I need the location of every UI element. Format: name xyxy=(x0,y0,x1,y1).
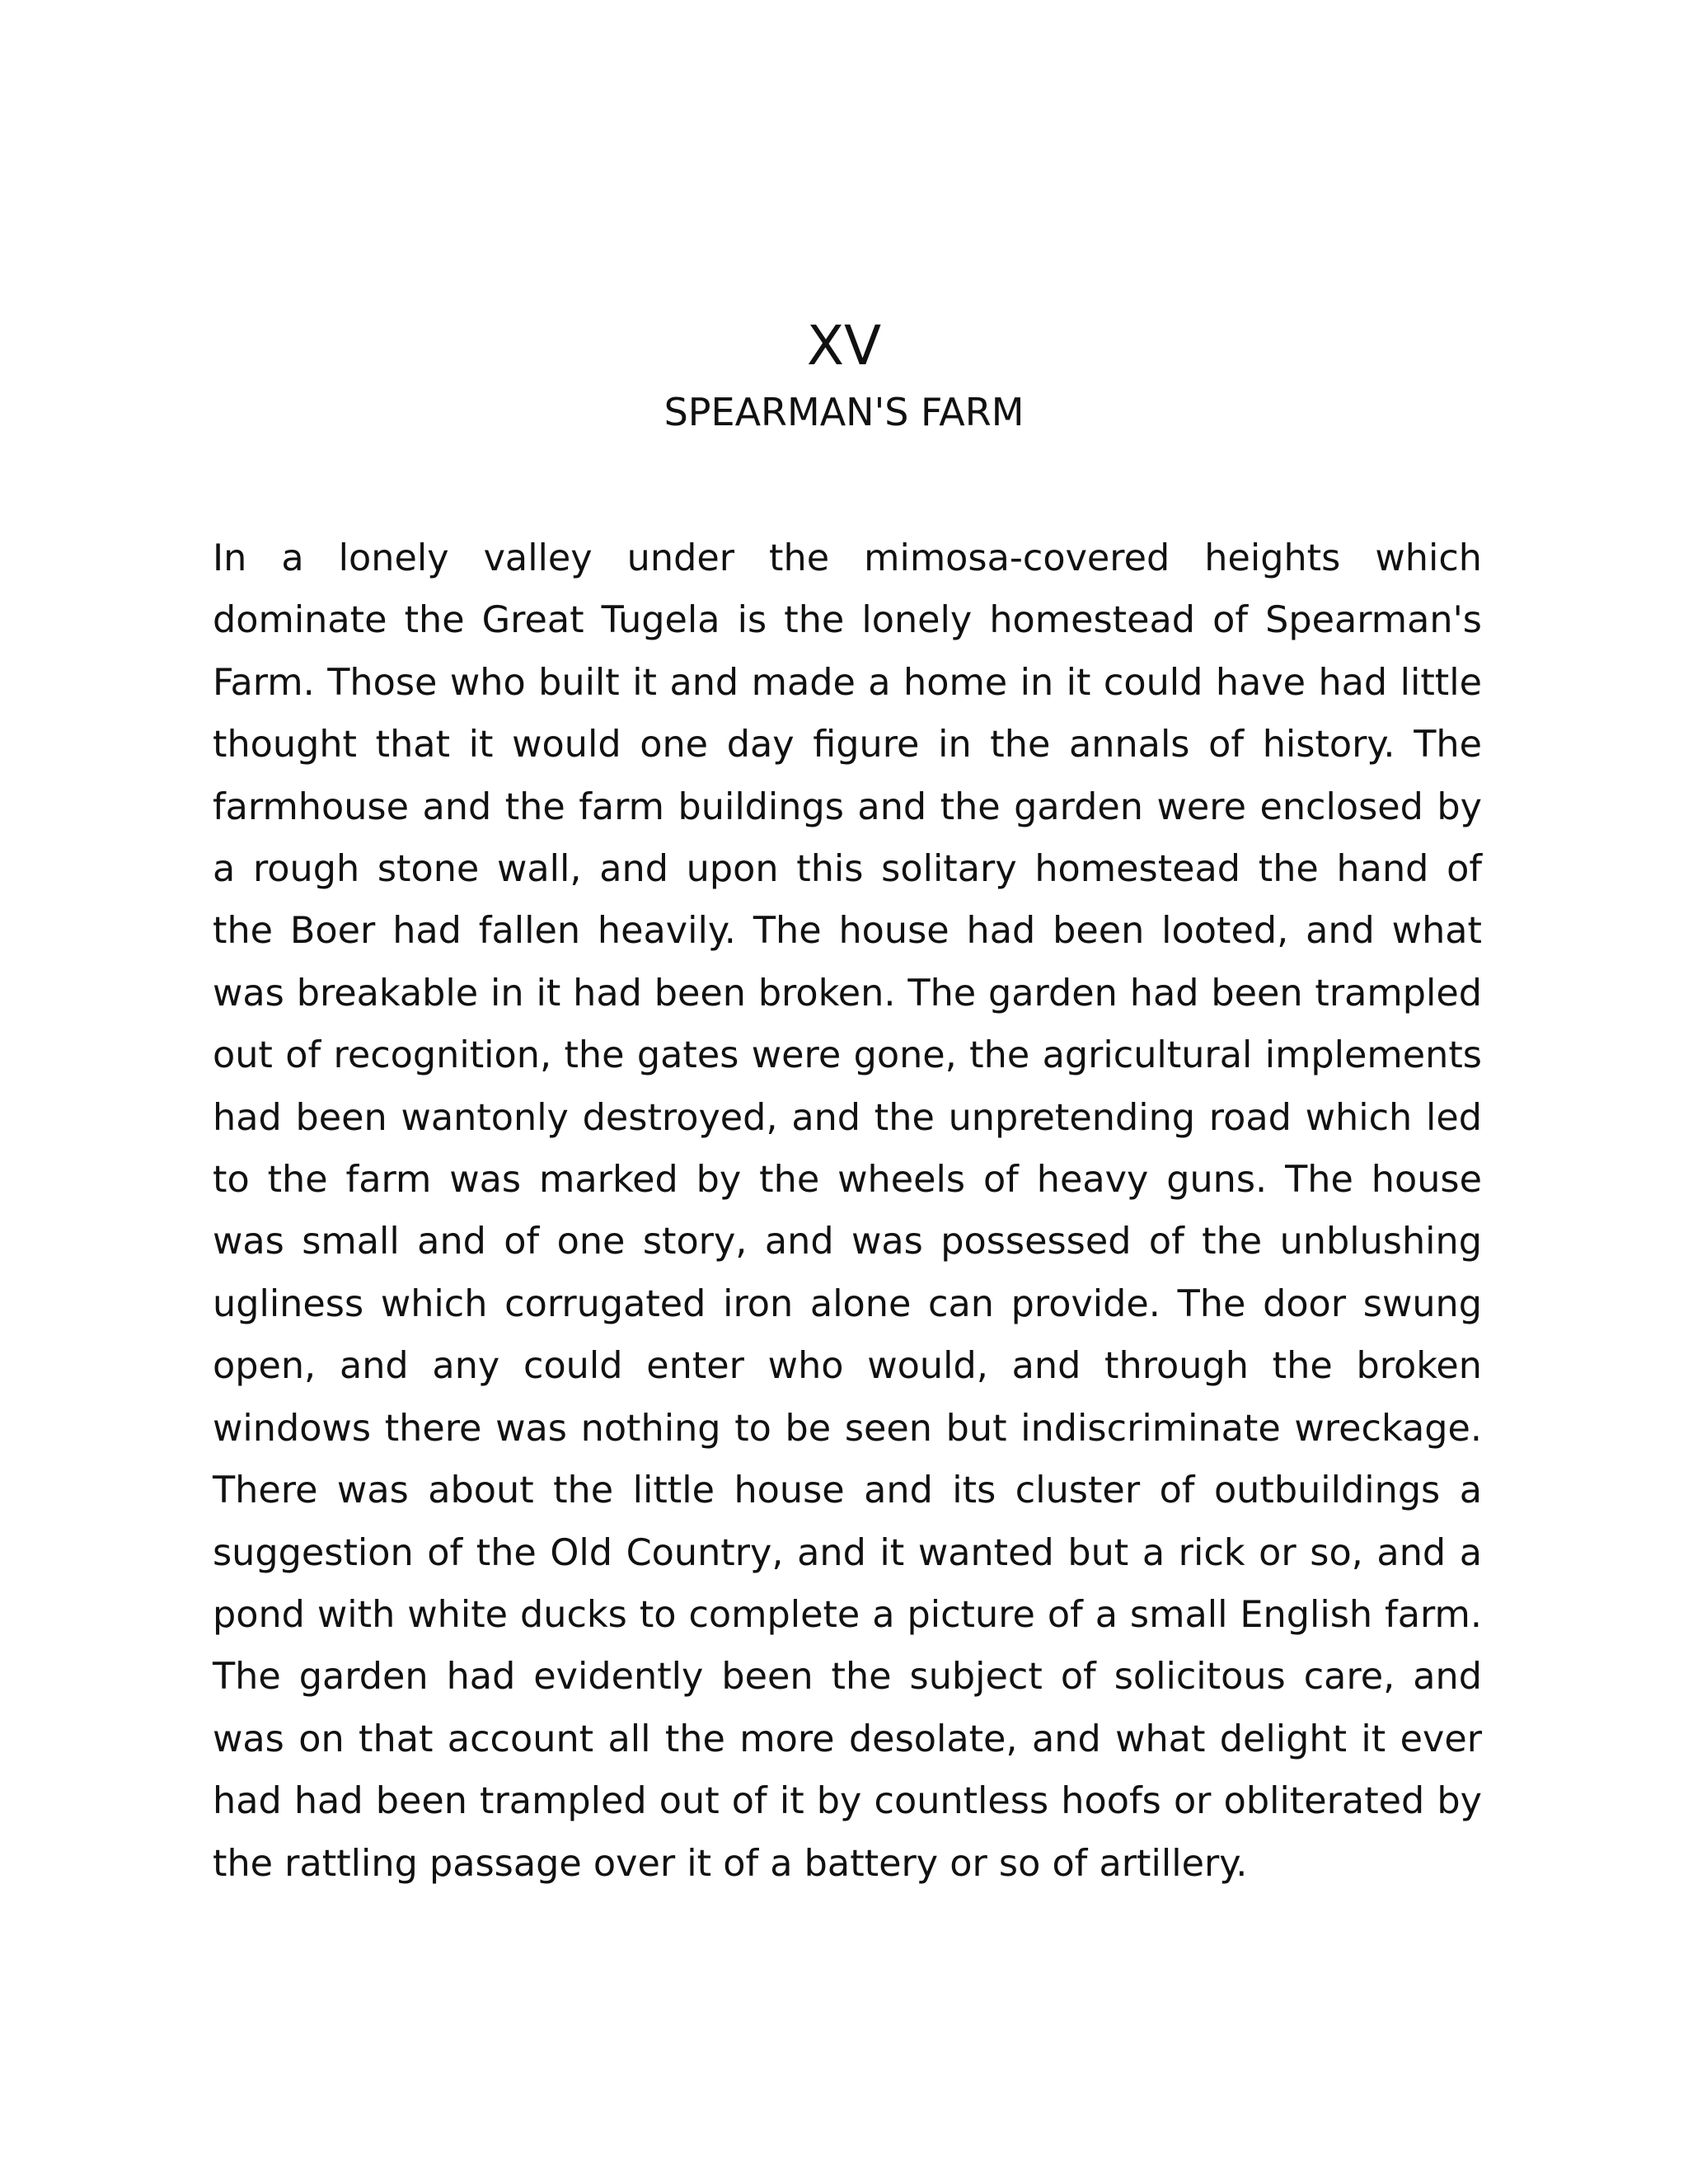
chapter-number: XV xyxy=(806,314,882,377)
body-paragraph: In a lonely valley under the mimosa-covered heights which dominate the Great Tugela is the lonely homestead of Spearman's Farm. Those who built it and made a home in it could have had little thought that it would one day figure in the annals of history. The farmhouse and the farm buildings and the garden were enclosed by a rough stone wall, and upon this solitary homestead the hand of the Boer had fallen heavily. The house had been looted, and what was breakable in it had been broken. The garden had been trampled out of recognition, the gates were gone, the agricultural implements had been wantonly destroyed, and the unpretending road which led to the farm was marked by the wheels of heavy guns. The house was small and of one story, and was possessed of the unblushing ugliness which corrugated iron alone can provide. The door swung open, and any could enter who would, and through the broken windows there was nothing to be seen but indiscriminate wreckage. There was about the little house and its cluster of outbuildings a suggestion of the Old Country, and it wanted but a rick or so, and a pond with white ducks to complete a picture of a small English farm. The garden had evidently been the subject of solicitous care, and was on that account all the more desolate, and what delight it ever had had been trampled out of it by countless hoofs or obliterated by the rattling passage over it of a battery or so of artillery. xyxy=(213,537,1482,1885)
chapter-title: SPEARMAN'S FARM xyxy=(663,390,1025,434)
